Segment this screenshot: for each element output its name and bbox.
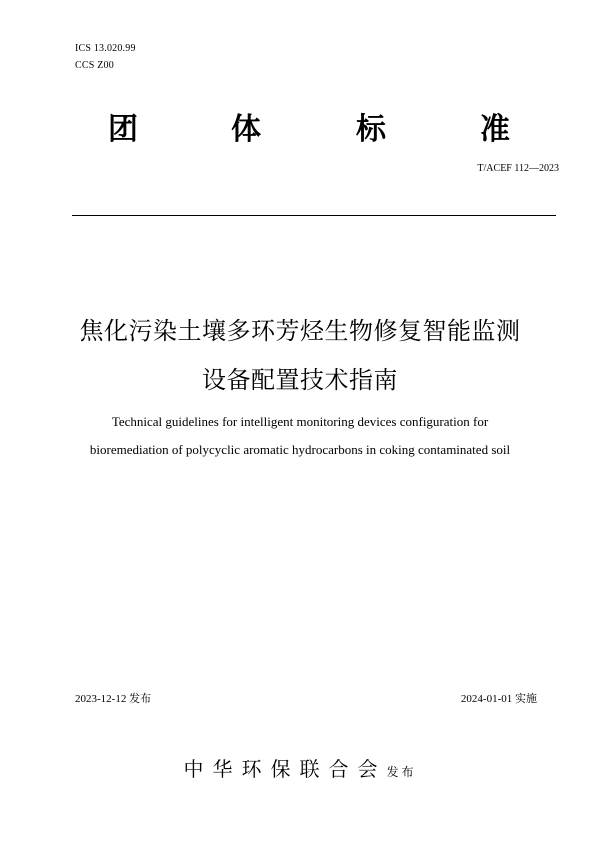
issue-date: 2023-12-12 发布 (75, 693, 152, 705)
chinese-title-line-1: 焦化污染土壤多环芳烃生物修复智能监测 (79, 317, 521, 345)
standard-category-char-4: 准 (480, 112, 510, 147)
chinese-title-line-2: 设备配置技术指南 (202, 366, 398, 394)
english-title-line-2: bioremediation of polycyclic aromatic hydrocarbons in coking contaminated soil (89, 442, 511, 457)
implementation-date: 2024-01-01 实施 (460, 693, 537, 705)
publish-label: 发布 (386, 765, 417, 779)
standard-category-char-1: 团 (108, 112, 138, 147)
header-divider (72, 215, 556, 216)
standard-category-char-2: 体 (231, 112, 261, 147)
ccs-code: CCS Z00 (75, 60, 114, 71)
english-title-line-1: Technical guidelines for intelligent monitoring devices configuration for (111, 414, 489, 429)
ics-code: ICS 13.020.99 (75, 43, 136, 54)
standard-category-char-3: 标 (356, 112, 386, 147)
publisher-name: 中华环保联合会 (183, 757, 387, 781)
publisher-block (0, 754, 600, 787)
standard-number: T/ACEF 112—2023 (477, 163, 559, 174)
